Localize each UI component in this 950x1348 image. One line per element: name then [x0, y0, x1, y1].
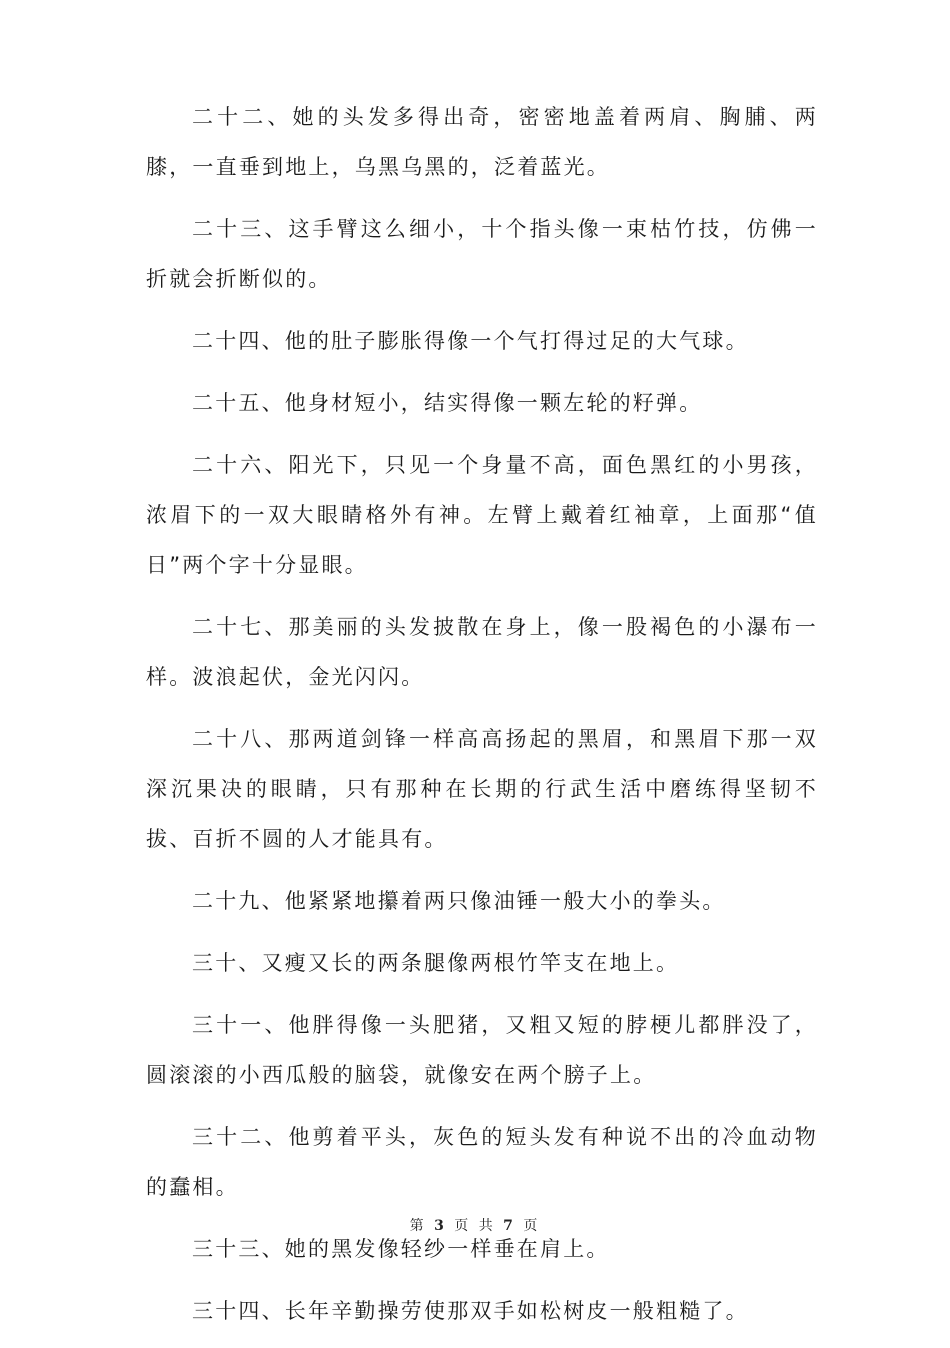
paragraph: 二十五、他身材短小，结实得像一颗左轮的籽弹。 — [192, 391, 703, 415]
current-page-number: 3 — [434, 1218, 447, 1234]
footer-middle: 页 共 — [454, 1218, 496, 1234]
page-footer — [0, 1215, 950, 1235]
paragraph: 二十六、阳光下，只见一个身量不高，面色黑红的小男孩，浓眉下的一双大眼睛格外有神。左臂上戴着红袖章，上面那“值日”两个字十分显眼。 — [146, 453, 818, 577]
paragraph: 三十四、长年辛勤操劳使那双手如松树皮一般粗糙了。 — [192, 1299, 749, 1323]
paragraph: 二十二、她的头发多得出奇，密密地盖着两肩、胸脯、两膝，一直垂到地上，乌黑乌黑的，泛着蓝光。 — [146, 105, 818, 179]
paragraph: 二十九、他紧紧地攥着两只像油锤一般大小的拳头。 — [192, 889, 726, 913]
paragraph: 二十三、这手臂这么细小，十个指头像一束枯竹技，仿佛一折就会折断似的。 — [146, 217, 818, 291]
paragraph: 三十、又瘦又长的两条腿像两根竹竿支在地上。 — [192, 951, 680, 975]
paragraph: 三十一、他胖得像一头肥猪，又粗又短的脖梗儿都胖没了，圆滚滚的小西瓜般的脑袋，就像安在两个膀子上。 — [146, 1013, 818, 1087]
footer-prefix: 第 — [409, 1218, 427, 1234]
total-page-count: 7 — [503, 1218, 516, 1234]
footer-suffix: 页 — [523, 1218, 541, 1234]
paragraph: 三十三、她的黑发像轻纱一样垂在肩上。 — [192, 1237, 610, 1261]
document-body — [146, 92, 818, 1348]
paragraph: 二十四、他的肚子膨胀得像一个气打得过足的大气球。 — [192, 329, 749, 353]
paragraph: 二十八、那两道剑锋一样高高扬起的黑眉，和黑眉下那一双深沉果决的眼睛，只有那种在长期的行武生活中磨练得坚韧不拔、百折不圆的人才能具有。 — [146, 727, 818, 851]
paragraph: 三十二、他剪着平头，灰色的短头发有种说不出的冷血动物的蠢相。 — [146, 1125, 818, 1199]
paragraph: 二十七、那美丽的头发披散在身上，像一股褐色的小瀑布一样。波浪起伏，金光闪闪。 — [146, 615, 818, 689]
